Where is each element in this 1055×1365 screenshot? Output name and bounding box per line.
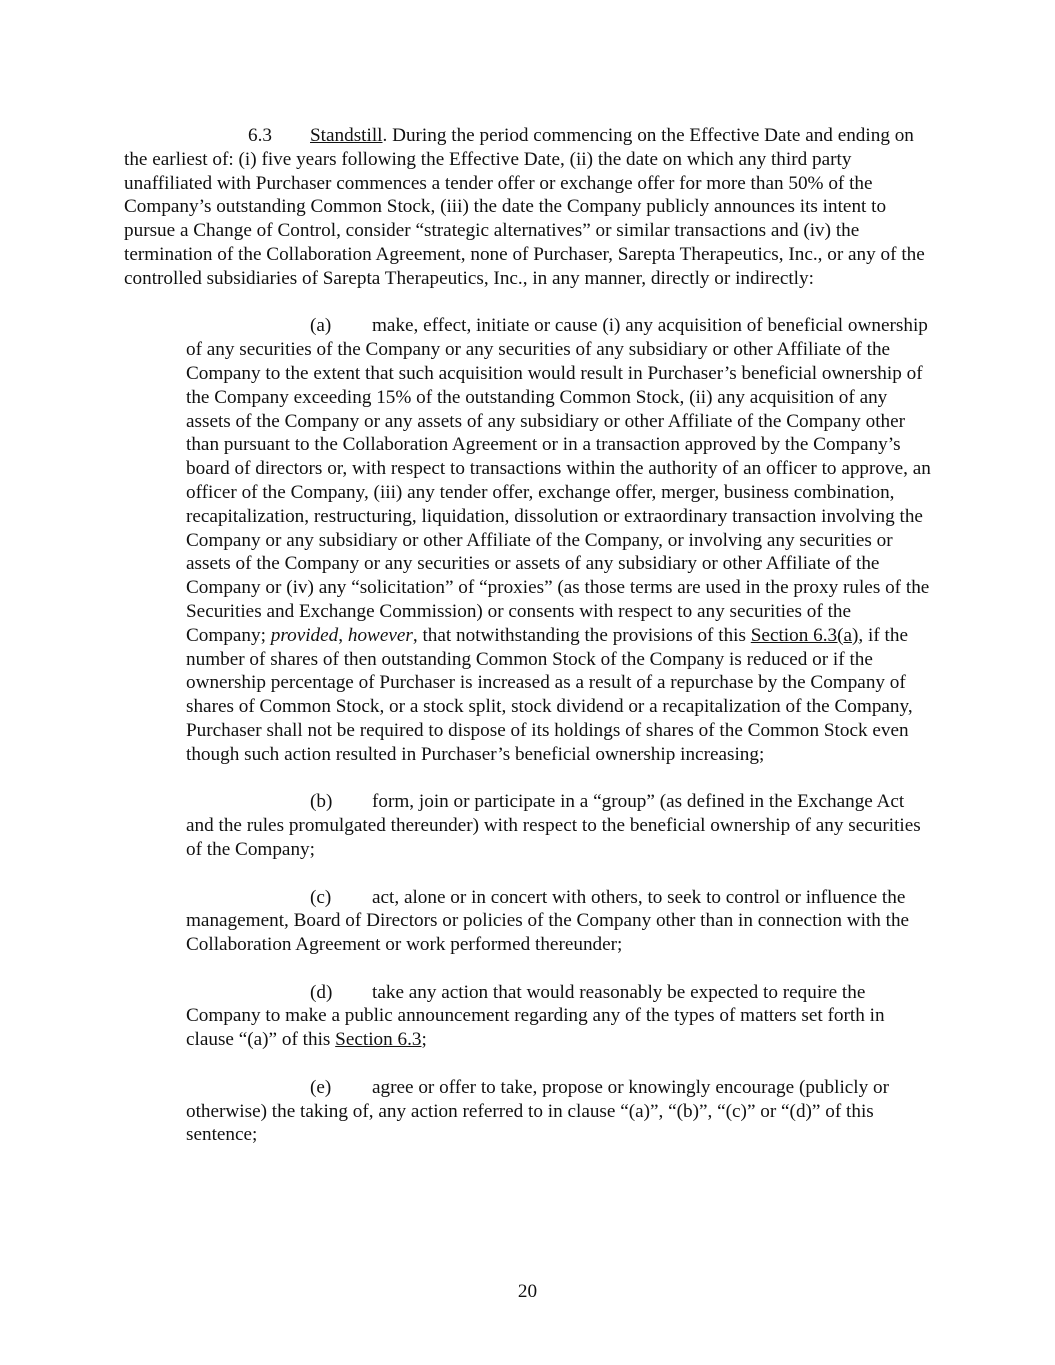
clause-c-text: act, alone or in concert with others, to seek to control or influence the management, Board of Directors or policies of the Company other than in connection with the Collaboration Agreement or work performed thereunder; (186, 886, 910, 956)
clause-b-label: (b) (310, 791, 333, 813)
clause-c (186, 886, 932, 957)
clause-d (186, 981, 932, 1052)
section-heading: Standstill (310, 125, 383, 146)
clause-e-label: (e) (310, 1076, 332, 1098)
clause-a-text-1: make, effect, initiate or cause (i) any acquisition of beneficial ownership of any securities of the Company or any securities of any subsidiary or other Affiliate of the Company to the extent that such acquisition would result in Purchaser’s beneficial ownership of the Company exceeding 15% of the outstanding Common Stock, (ii) any acquisition of any assets of the Company or any assets of any subsidiary or other Affiliate of the Company other than pursuant to the Collaboration Agreement or in a transaction approved by the Company’s board of directors or, with respect to transactions within the authority of an officer to approve, an officer of the Company, (iii) any tender offer, exchange offer, merger, business combination, recapitalization, restructuring, liquidation, dissolution or extraordinary transaction involving the Company or any subsidiary or other Affiliate of the Company, or involving any securities or assets of the Company or any securities or assets of any subsidiary or other Affiliate of the Company or (iv) any “solicitation” of “proxies” (as those terms are used in the proxy rules of the Securities and Exchange Commission) or consents with respect to any securities of the Company; (186, 315, 931, 646)
clause-a-however: however (347, 624, 413, 646)
section-number: 6.3 (248, 125, 272, 146)
clause-d-label: (d) (310, 981, 333, 1003)
clause-a-section-ref: Section 6.3(a) (750, 624, 859, 646)
clause-e (186, 1076, 932, 1147)
clause-a-provided: provided (270, 624, 339, 646)
clause-b (186, 790, 932, 861)
clause-c-label: (c) (310, 886, 332, 908)
clause-a (186, 314, 932, 766)
clause-a-text-2: , that notwithstanding the provisions of this (412, 624, 751, 646)
clause-a-comma: , (338, 624, 348, 646)
clause-a-label: (a) (310, 315, 332, 337)
document-page (124, 124, 932, 1147)
section-6-3-paragraph (124, 124, 932, 291)
clause-d-text-2: ; (421, 1029, 427, 1051)
clause-b-text: form, join or participate in a “group” (as defined in the Exchange Act and the rules promulgated thereunder) with respect to the beneficial ownership of any securities of the Company; (186, 791, 921, 860)
clause-e-text: agree or offer to take, propose or knowingly encourage (publicly or otherwise) the taking of, any action referred to in clause “(a)”, “(b)”, “(c)” or “(d)” of this sentence; (186, 1076, 889, 1146)
clause-d-section-ref: Section 6.3 (335, 1029, 422, 1051)
clause-a-text-3: , if the number of shares of then outstanding Common Stock of the Company is reduced or if the ownership percentage of Purchaser is increased as a result of a repurchase by the Company of shares of Common Stock, or a stock split, stock dividend or a recapitalization of the Company, Purchaser shall not be required to dispose of its holdings of shares of the Common Stock even though such action resulted in Purchaser’s beneficial ownership increasing; (186, 624, 913, 765)
clause-d-text-1: take any action that would reasonably be expected to require the Company to make a public announcement regarding any of the types of matters set forth in clause “(a)” of this (186, 981, 885, 1051)
page-number: 20 (517, 1281, 538, 1302)
section-intro-text: . During the period commencing on the Effective Date and ending on the earliest of: (i) five years following the Effective Date, (ii) the date on which any third party unaffiliated with Purchaser commences a tender offer or exchange offer for more than 50% of the Company’s outstanding Common Stock, (iii) the date the Company publicly announces its intent to pursue a Change of Control, consider “strategic alternatives” or similar transactions and (iv) the termination of the Collaboration Agreement, none of Purchaser, Sarepta Therapeutics, Inc., or any of the controlled subsidiaries of Sarepta Therapeutics, Inc., in any manner, directly or indirectly: (124, 125, 925, 289)
